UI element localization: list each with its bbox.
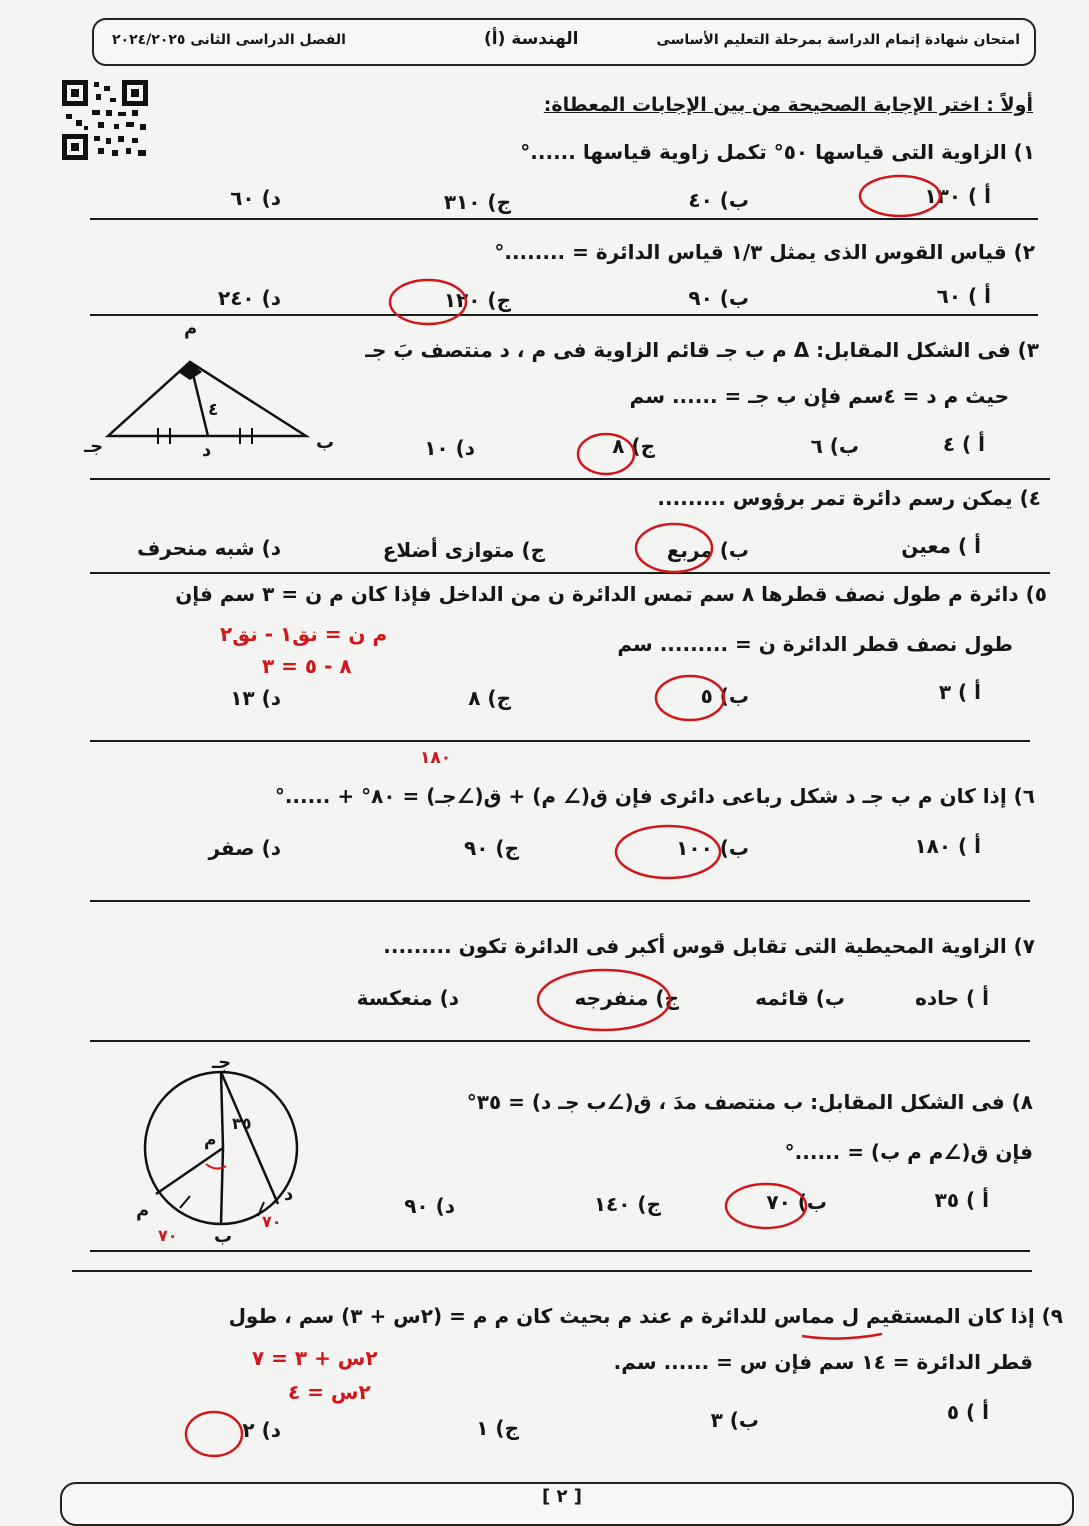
q1-option-a[interactable]: أ ) ١٣٠ [924,184,991,208]
q6-option-a[interactable]: أ ) ١٨٠ [914,834,981,858]
q7-option-d[interactable]: د) منعكسة [356,986,459,1010]
q7-option-c[interactable]: ج) منفرجه [574,986,679,1010]
question-8-text-2: فإن ق(∠م م ب) = ......° [784,1140,1033,1164]
q9-option-c[interactable]: ج) ١ [476,1416,519,1440]
page-number: [ ٢ ] [542,1486,582,1507]
question-4-text: ٤) يمكن رسم دائرة تمر برؤوس ......... [657,486,1041,510]
question-5-text-2: طول نصف قطر الدائرة ن = ......... سم [617,632,1013,656]
fig1-vertex-top: م [184,318,198,339]
q8-answer-circle [726,1184,806,1228]
exam-title: امتحان شهادة إتمام الدراسة بمرحلة التعليم الأساسى [656,32,1020,48]
fig1-length: ٤ [208,400,219,420]
q3-answer-circle [578,434,634,474]
fig1-vertex-right: ب [316,432,335,453]
q6-option-b[interactable]: ب) ١٠٠ [676,836,749,860]
q3-option-c[interactable]: ج) ٨ [612,434,655,458]
q6-option-d[interactable]: د) صفر [208,836,281,860]
q4-option-a[interactable]: أ ) معين [901,534,981,558]
q7-option-b[interactable]: ب) قائمه [755,986,845,1010]
q5-option-c[interactable]: ج) ٨ [468,686,511,710]
q9-handwritten-note-1: ٢س + ٣ = ٧ [252,1346,378,1370]
q5-option-b[interactable]: ب) ٥ [700,684,749,708]
q5-handwritten-note-2: ٨ - ٥ = ٣ [262,654,352,678]
q3-option-a[interactable]: أ ) ٤ [942,432,985,456]
q4-option-b[interactable]: ب) مربع [666,538,749,562]
q1-option-b[interactable]: ب) ٤٠ [688,188,749,212]
q9-answer-circle [186,1412,242,1456]
question-2-text: ٢) قياس القوس الذى يمثل ١/٣ قياس الدائرة = ........° [494,240,1035,264]
question-3-text-2: حيث م د = ٤سم فإن ب جـ = ...... سم [629,384,1009,408]
term-label: الفصل الدراسى الثانى ٢٠٢٤/٢٠٢٥ [112,32,346,48]
fig2-point-top: جـ [212,1052,232,1073]
q2-option-c[interactable]: ج) ١٢٠ [443,288,511,312]
q6-option-c[interactable]: ج) ٩٠ [464,836,519,860]
q7-answer-circle [538,970,670,1030]
question-5-text: ٥) دائرة م طول نصف قطرها ٨ سم تمس الدائرة ن من الداخل فإذا كان م ن = ٣ سم فإن [175,582,1047,606]
q8-option-b[interactable]: ب) ٧٠ [766,1190,827,1214]
q1-option-c[interactable]: ج) ٣١٠ [443,190,511,214]
q9-underline [802,1334,882,1339]
q2-option-d[interactable]: د) ٢٤٠ [218,286,281,310]
fig2-arc-note-left: ٧٠ [158,1226,178,1245]
q9-option-b[interactable]: ب) ٣ [710,1408,759,1432]
q9-handwritten-note-2: ٢س = ٤ [288,1380,371,1404]
question-9-text: ٩) إذا كان المستقيم ل مماس للدائرة م عند م بحيث كان م م = (٢س + ٣) سم ، طول [228,1304,1063,1328]
fig1-midpoint: د [202,440,212,461]
q7-option-a[interactable]: أ ) حاده [915,986,989,1010]
fig2-point-right: د [284,1184,294,1205]
q4-option-d[interactable]: د) شبه منحرف [137,536,281,560]
q2-answer-circle [390,280,466,324]
q9-option-d[interactable]: د) ٢ [242,1418,281,1442]
q5-option-a[interactable]: أ ) ٣ [938,680,981,704]
q4-answer-circle [636,524,712,572]
q2-option-a[interactable]: أ ) ٦٠ [936,284,991,308]
fig2-angle-label: ٣٥ [232,1114,252,1133]
q2-option-b[interactable]: ب) ٩٠ [688,286,749,310]
question-8-text: ٨) فى الشكل المقابل: ب منتصف مدَ ، ق(∠ب جـ د) = ٣٥° [466,1090,1033,1114]
q8-option-c[interactable]: ج) ١٤٠ [593,1192,661,1216]
fig2-arc-note-right: ٧٠ [262,1212,282,1231]
fig2-point-bottom: ب [214,1226,233,1247]
question-1-text: ١) الزاوية التى قياسها ٥٠° تكمل زاوية قياسها ......° [520,140,1035,164]
fig2-point-left: م [136,1200,150,1221]
question-7-text: ٧) الزاوية المحيطية التى تقابل قوس أكبر فى الدائرة تكون ......... [383,934,1035,958]
fig1-vertex-left: جـ [84,436,104,457]
q8-option-a[interactable]: أ ) ٣٥ [934,1188,989,1212]
q1-answer-circle [860,176,940,216]
section-title: أولاً : اختر الإجابة الصحيحة من بين الإجابات المعطاة: [543,94,1033,116]
q6-handwritten-note: ١٨٠ [420,748,452,768]
q1-option-d[interactable]: د) ٦٠ [230,186,281,210]
q3-option-d[interactable]: د) ١٠ [424,436,475,460]
q3-option-b[interactable]: ب) ٦ [810,434,859,458]
subject-title: الهندسة (أ) [484,29,579,49]
q6-answer-circle [616,826,720,878]
q5-option-d[interactable]: د) ١٣ [230,686,281,710]
q4-option-c[interactable]: ج) متوازى أضلاع [382,538,545,562]
fig2-center: م [204,1130,217,1150]
page-footer [60,1482,1074,1526]
q5-answer-circle [656,676,724,720]
q8-option-d[interactable]: د) ٩٠ [404,1194,455,1218]
question-9-text-2: قطر الدائرة = ١٤ سم فإن س = ...... سم. [613,1350,1033,1374]
question-6-text: ٦) إذا كان م ب جـ د شكل رباعى دائرى فإن ق(∠ م) + ق(∠جـ) = ٨٠° + ......° [274,784,1035,808]
q9-option-a[interactable]: أ ) ٥ [946,1400,989,1424]
question-3-text: ٣) فى الشكل المقابل: Δ م ب جـ قائم الزاوية فى م ، د منتصف بَ جـ [365,338,1039,362]
q5-handwritten-note-1: م ن = نق١ - نق٢ [220,622,388,646]
